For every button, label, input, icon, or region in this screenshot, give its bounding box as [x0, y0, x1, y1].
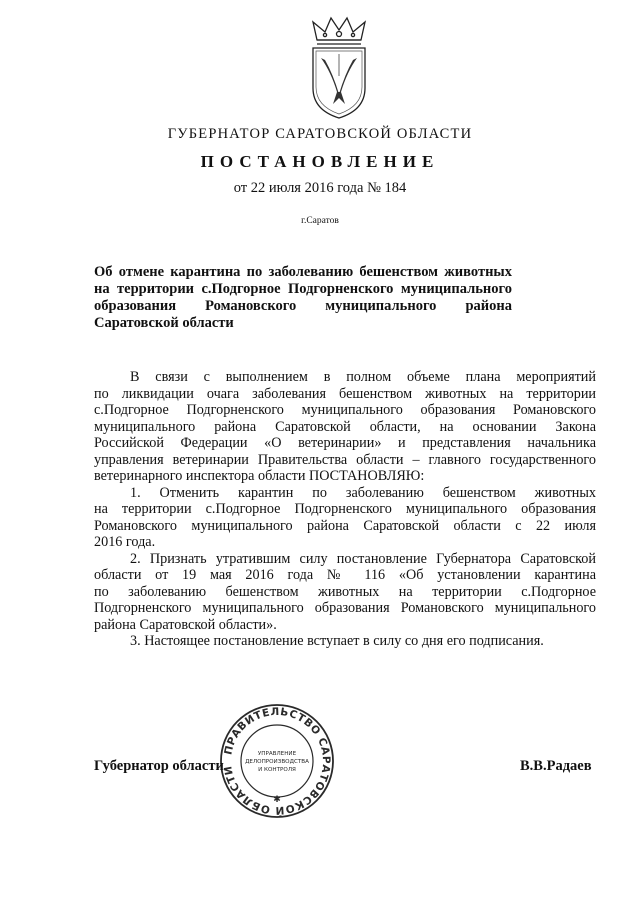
authority-title: ГУБЕРНАТОР САРАТОВСКОЙ ОБЛАСТИ — [167, 126, 473, 142]
seal-center-line: УПРАВЛЕНИЕ — [257, 751, 297, 757]
item-3-line: 3. Настоящее постановление вступает в силу со дня его подписания. — [130, 633, 544, 649]
signature-name: В.В.Радаев — [520, 758, 592, 774]
item-1-line: 2016 года. — [94, 534, 156, 550]
body-line: управления ветеринарии Правительства области – главного государственного — [94, 451, 596, 468]
body-line: по ликвидации очага заболевания бешенством животных на территории — [94, 385, 596, 402]
document-body — [94, 369, 596, 650]
svg-text:✱: ✱ — [273, 794, 281, 804]
subject-line: образования Романовского муниципального района — [94, 298, 512, 314]
saratov-coat-of-arms-icon — [303, 14, 375, 122]
item-2-line: района Саратовской области». — [94, 616, 277, 633]
item-2-line: области от 19 мая 2016 года № 116 «Об установлении карантина — [94, 567, 596, 583]
document-type: ПОСТАНОВЛЕНИЕ — [200, 152, 440, 171]
body-line: с.Подгорное Подгорненского муниципального образования Романовского — [94, 402, 596, 418]
item-2-line: 2. Признать утратившим силу постановление Губернатора Саратовской — [130, 550, 596, 567]
body-line: ветеринарного инспектора области ПОСТАНОВЛЯЮ: — [94, 468, 425, 484]
body-line: Российской Федерации «О ветеринарии» и представления начальника — [94, 435, 596, 451]
body-line: муниципального района Саратовской области, на основании Закона — [94, 418, 596, 435]
subject-line: Об отмене карантина по заболеванию бешенством животных — [94, 264, 512, 280]
seal-center-line: И КОНТРОЛЯ — [258, 767, 296, 773]
subject-line: Саратовской области — [94, 315, 234, 331]
seal-ring-text: ПРАВИТЕЛЬСТВО САРАТОВСКОЙ ОБЛАСТИ — [222, 705, 333, 817]
signature-position: Губернатор области — [94, 758, 224, 774]
subject-line: на территории с.Подгорное Подгорненского муниципального — [94, 281, 512, 297]
item-2-line: по заболеванию бешенством животных на территории с.Подгорное — [94, 583, 596, 600]
document-city: г.Саратов — [301, 216, 339, 226]
item-2-line: Подгорненского муниципального образования Романовского муниципального — [94, 600, 596, 616]
item-1-line: на территории с.Подгорное Подгорненского муниципального образования — [94, 501, 596, 517]
seal-center-line: ДЕЛОПРОИЗВОДСТВА — [245, 759, 309, 765]
document-date-number: от 22 июля 2016 года № 184 — [233, 180, 407, 196]
official-seal-icon — [218, 702, 336, 820]
document-subject — [94, 264, 512, 332]
item-1-line: 1. Отменить карантин по заболеванию бешенством животных — [130, 484, 596, 501]
body-line: В связи с выполнением в полном объеме плана мероприятий — [130, 369, 596, 385]
item-1-line: Романовского муниципального района Саратовской области с 22 июля — [94, 517, 596, 534]
